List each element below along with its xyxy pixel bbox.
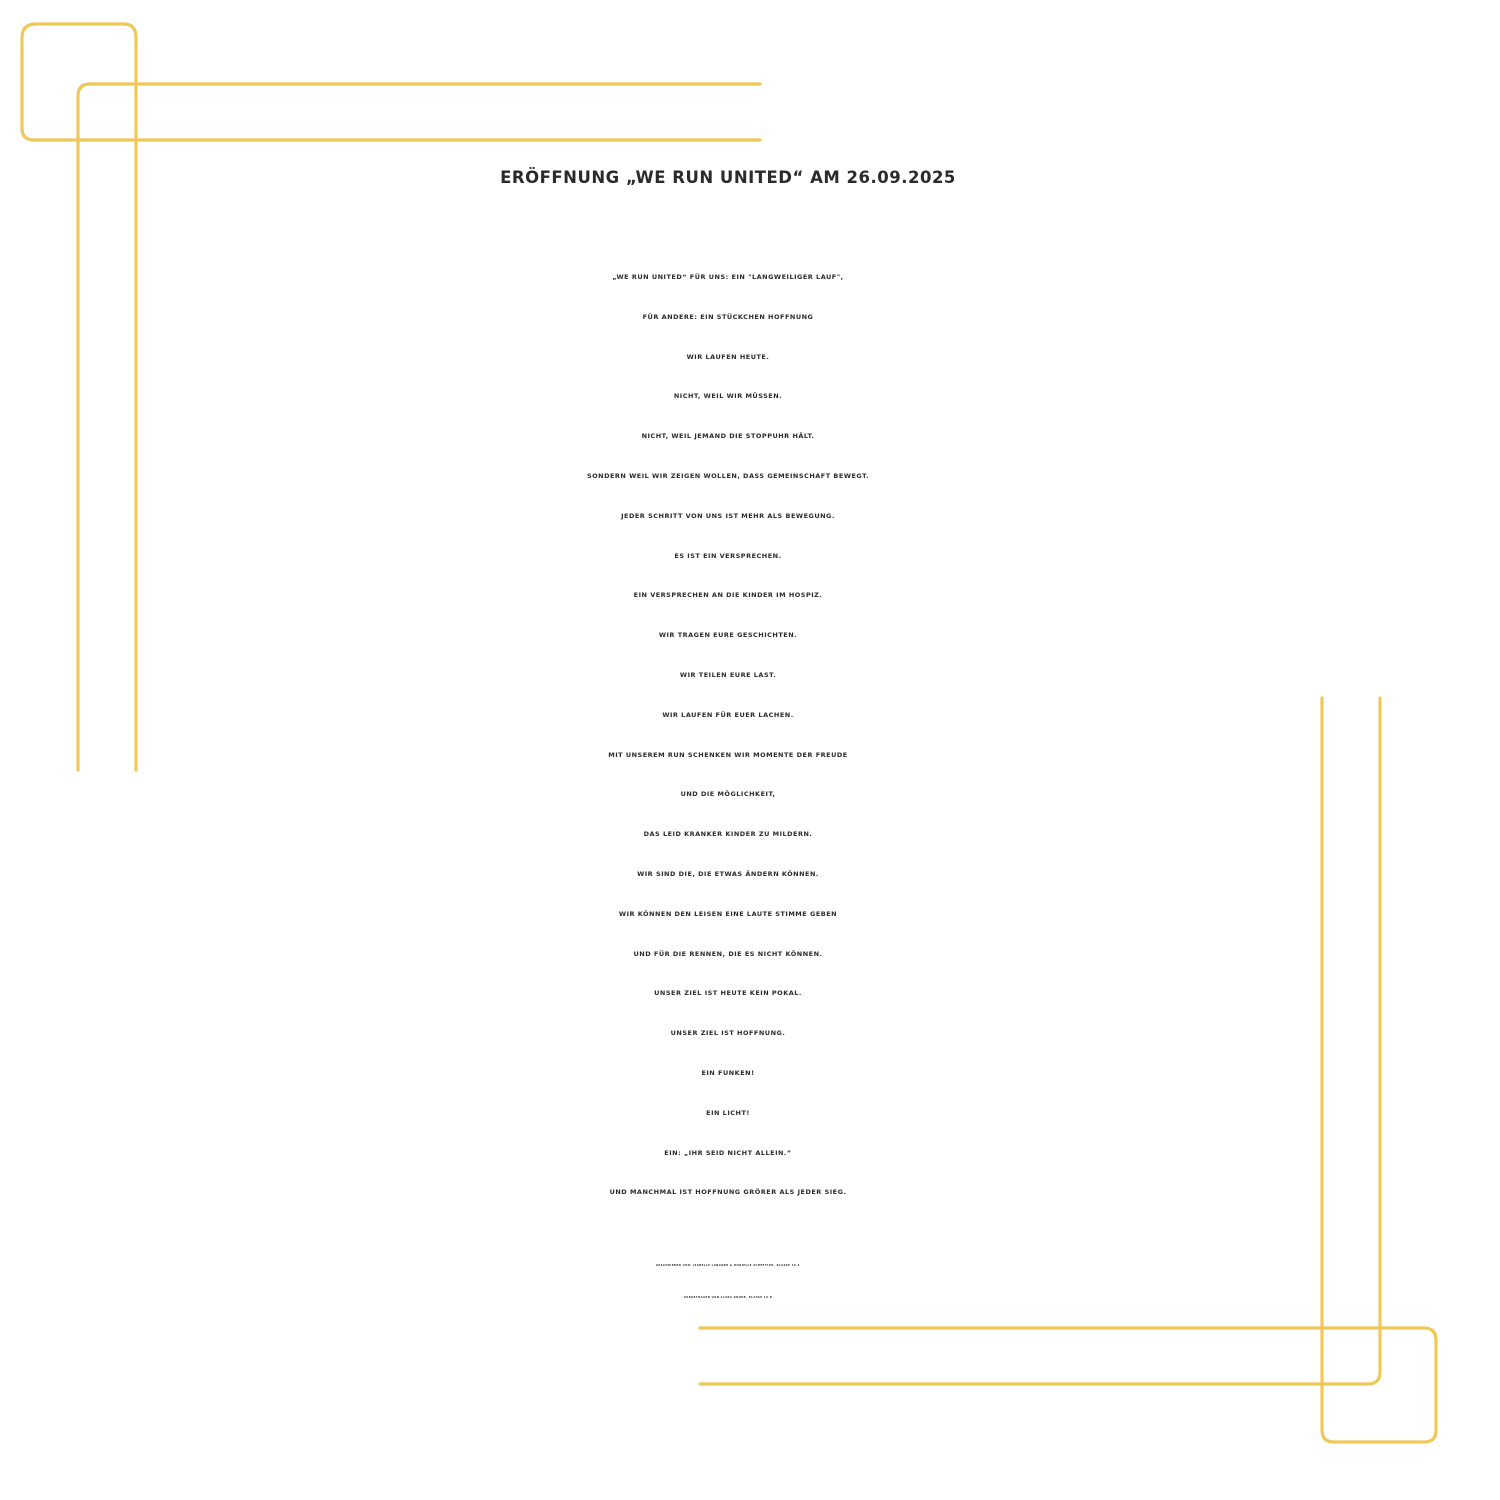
poem-line: UNSER ZIEL IST HOFFNUNG.	[670, 1029, 786, 1038]
poem-line: UND FÜR DIE RENNEN, DIE ES NICHT KÖNNEN.	[633, 949, 823, 958]
poem-line: ES IST EIN VERSPRECHEN.	[674, 551, 782, 560]
poem-line: WIR LAUFEN FÜR EUER LACHEN.	[662, 710, 794, 719]
poem-line: WIR SIND DIE, DIE ETWAS ÄNDERN KÖNNEN.	[637, 869, 819, 878]
poem-line: SONDERN WEIL WIR ZEIGEN WOLLEN, DASS GEMEINSCHAFT BEWEGT.	[586, 471, 870, 480]
authors-credit: GESCHRIEBEN VON: ISABELLE LANGNER & MARIELLE SCHEFFLER, KLASSE 10 A	[656, 1264, 800, 1267]
poem-line: UNSER ZIEL IST HEUTE KEIN POKAL.	[654, 989, 802, 998]
performer-credit: VORGETRAGEN VON CLARA KROHE, KLASSE 10 D	[683, 1296, 773, 1299]
poem-line: EIN: „IHR SEID NICHT ALLEIN.”	[664, 1148, 792, 1157]
credits	[0, 1250, 1456, 1314]
poem-line: UND MANCHMAL IST HOFFNUNG GRÖRER ALS JEDER SIEG.	[609, 1188, 847, 1197]
poem-line: UND DIE MÖGLICHKEIT,	[680, 790, 776, 799]
poem-line: WIR TRAGEN EURE GESCHICHTEN.	[658, 631, 798, 640]
poem-line: „WE RUN UNITED“ FÜR UNS: EIN "LANGWEILIGER LAUF",	[612, 273, 844, 281]
poem-line: NICHT, WEIL JEMAND DIE STOPPUHR HÄLT.	[641, 432, 815, 441]
poem-line: MIT UNSEREM RUN SCHENKEN WIR MOMENTE DER FREUDE	[608, 750, 848, 759]
page-title: ERÖFFNUNG „WE RUN UNITED“ AM 26.09.2025	[500, 168, 956, 187]
poem-line: DAS LEID KRANKER KINDER ZU MILDERN.	[643, 830, 813, 839]
poem-line: NICHT, WEIL WIR MÜSSEN.	[673, 392, 783, 401]
poem-line: FÜR ANDERE: EIN STÜCKCHEN HOFFNUNG	[642, 312, 814, 321]
poem-line: EIN VERSPRECHEN AN DIE KINDER IM HOSPIZ.	[633, 591, 823, 600]
poem-line: EIN FUNKEN!	[701, 1068, 755, 1077]
poem-line: EIN LICHT!	[706, 1108, 750, 1117]
poem-line: WIR KÖNNEN DEN LEISEN EINE LAUTE STIMME GEBEN	[618, 909, 838, 918]
poem-line: JEDER SCHRITT VON UNS IST MEHR ALS BEWEGUNG.	[621, 511, 835, 520]
poem-text	[0, 258, 1456, 1213]
poem-line: WIR LAUFEN HEUTE.	[686, 352, 770, 361]
poem-line: WIR TEILEN EURE LAST.	[679, 670, 777, 679]
